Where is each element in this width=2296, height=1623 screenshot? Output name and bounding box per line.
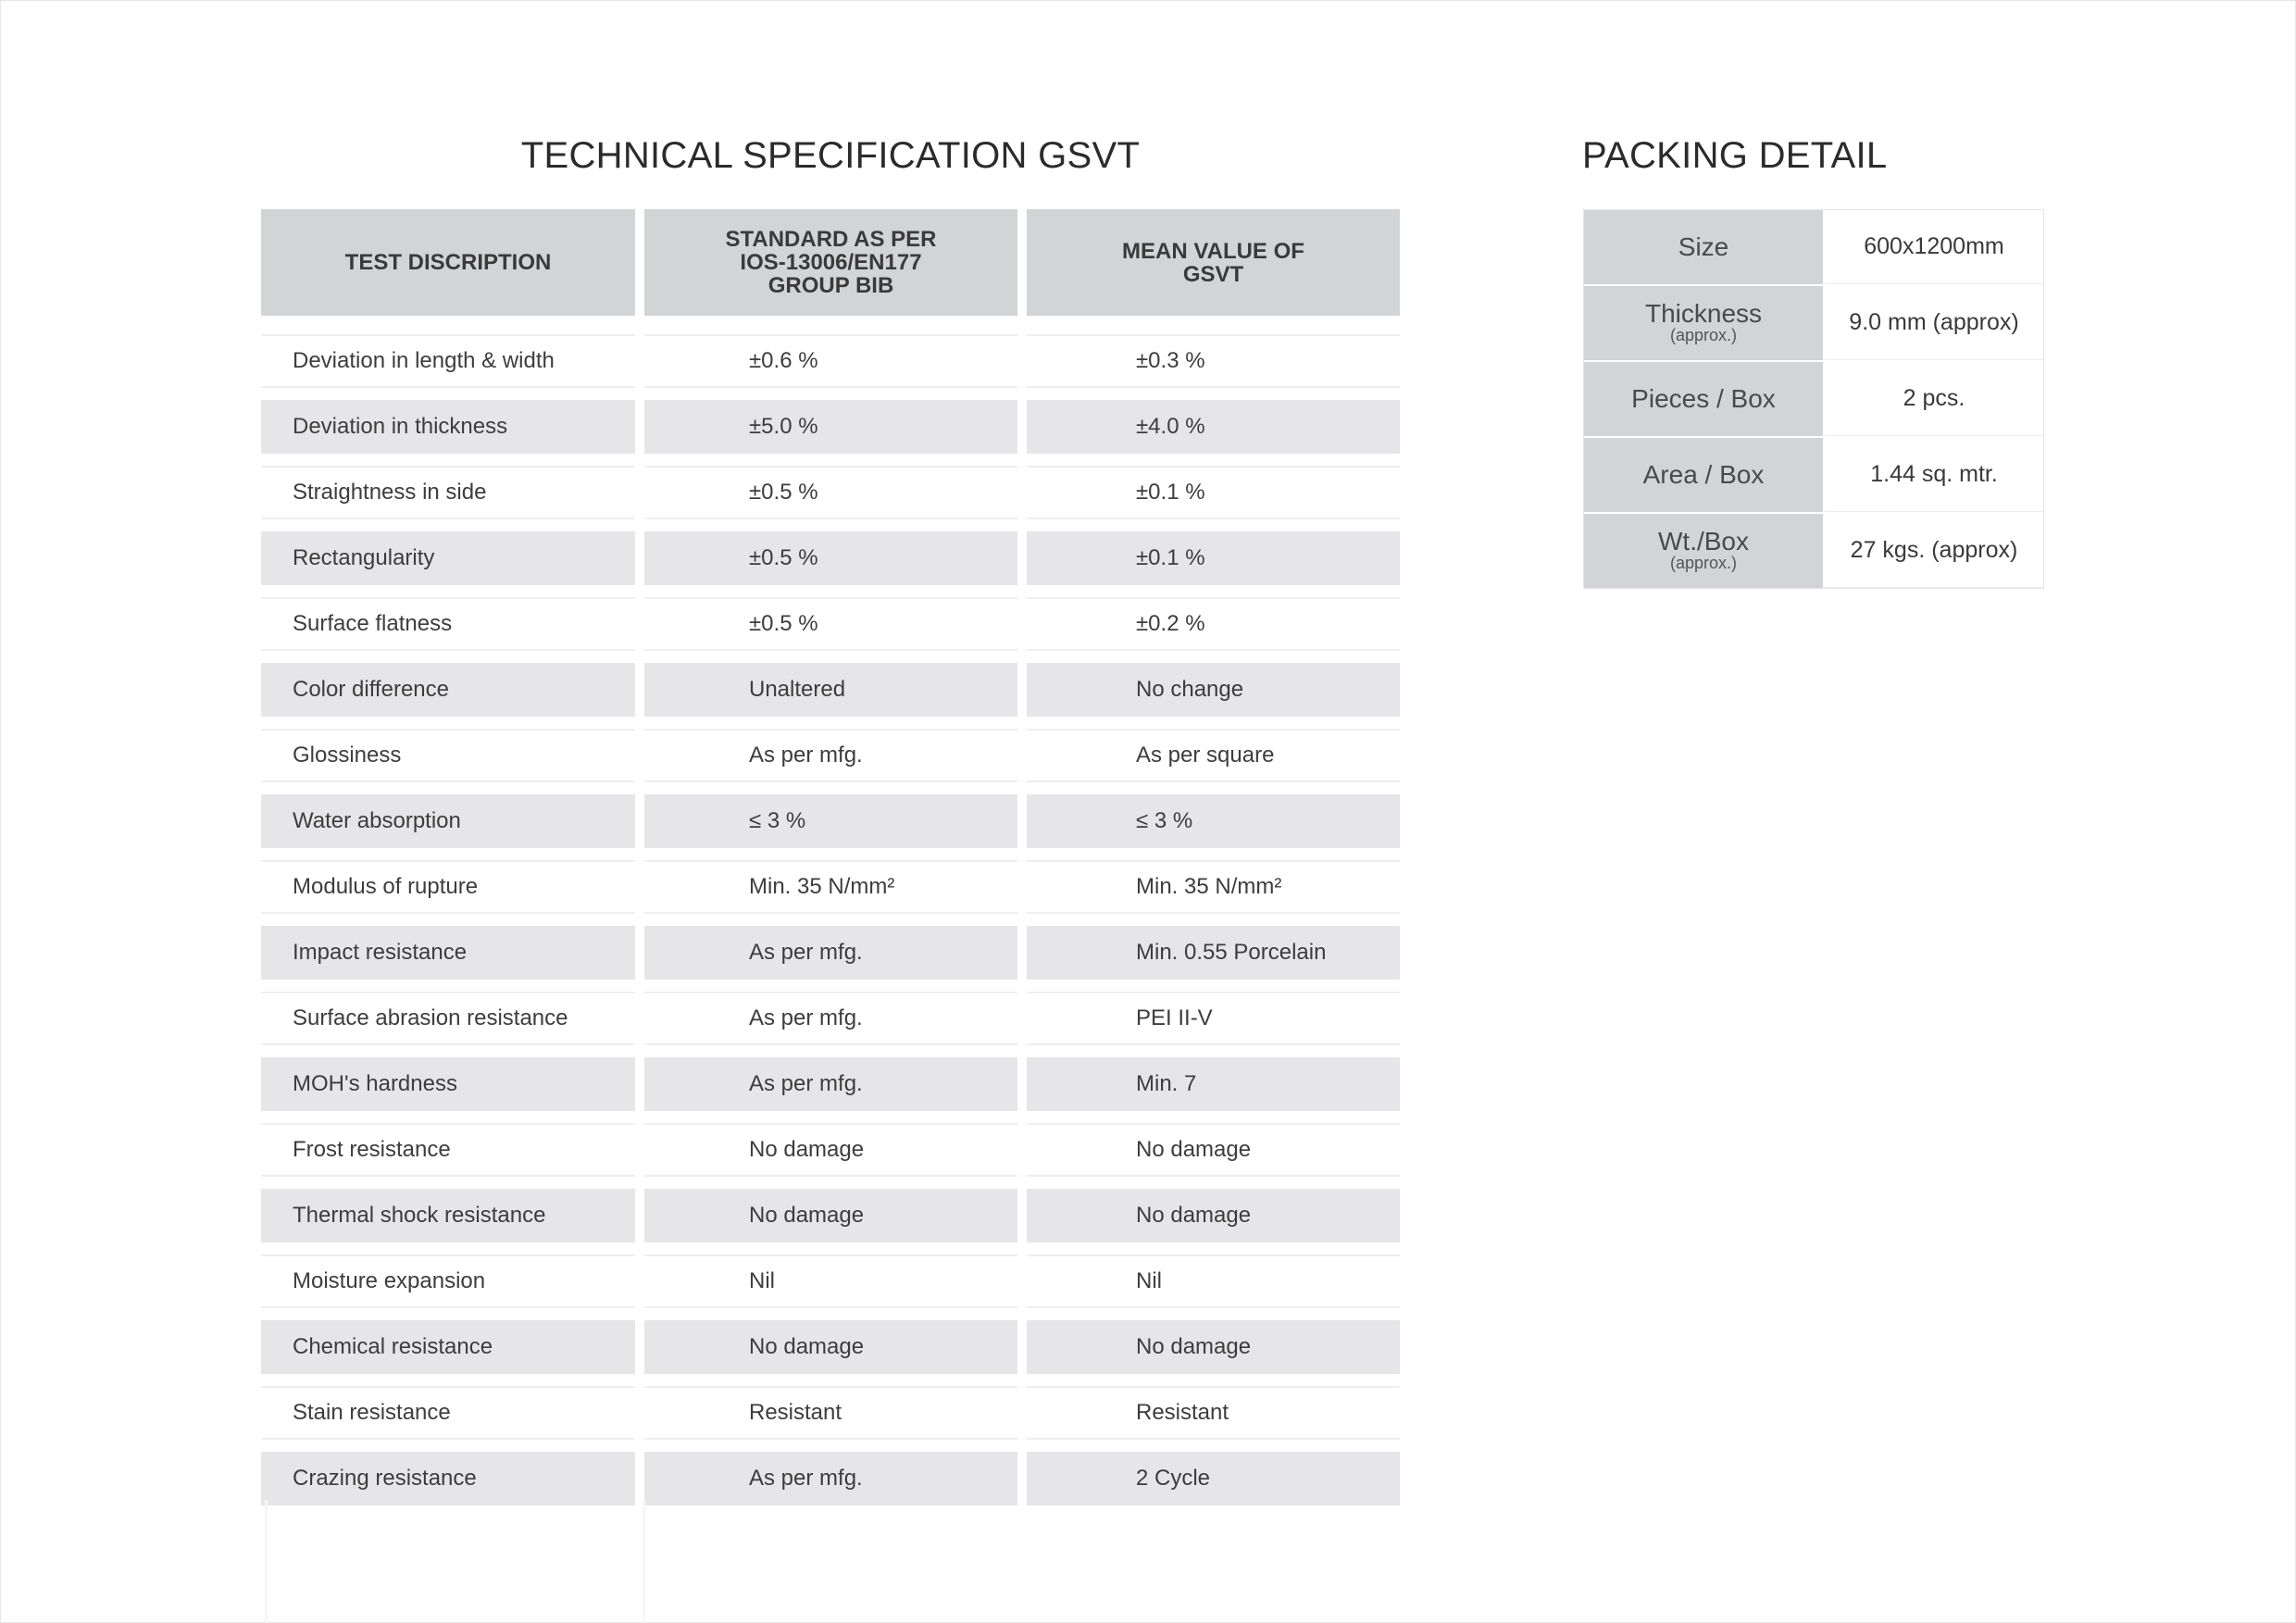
test-description-cell: Straightness in side: [261, 466, 635, 519]
table-row: [261, 782, 1400, 848]
packing-label-cell: [1584, 286, 1825, 360]
packing-label: Size: [1678, 232, 1729, 261]
packing-row: [1584, 284, 2043, 360]
table-row: [261, 322, 1400, 388]
mean-value-cell: 2 Cycle: [1027, 1452, 1400, 1505]
mean-value-cell: ±0.3 %: [1027, 334, 1400, 388]
packing-value: 9.0 mm (approx): [1825, 286, 2043, 360]
standard-value-cell: Resistant: [644, 1386, 1017, 1440]
table-row: [261, 388, 1400, 454]
mean-value-cell: No damage: [1027, 1320, 1400, 1374]
table-row: [261, 1111, 1400, 1177]
column-shadow: [265, 1500, 268, 1623]
packing-value: 27 kgs. (approx): [1825, 514, 2043, 588]
packing-label-note: (approx.): [1669, 326, 1738, 344]
packing-label-cell: [1584, 514, 1825, 588]
table-row: [261, 585, 1400, 651]
table-row: [261, 1177, 1400, 1242]
standard-value-cell: ±5.0 %: [644, 400, 1017, 454]
packing-label-note: (approx.): [1669, 554, 1738, 572]
standard-value-cell: ≤ 3 %: [644, 794, 1017, 848]
standard-value-cell: Min. 35 N/mm²: [644, 860, 1017, 914]
packing-value: 2 pcs.: [1825, 362, 2043, 436]
standard-value-cell: No damage: [644, 1123, 1017, 1177]
table-row: [261, 454, 1400, 519]
test-description-cell: Color difference: [261, 663, 635, 717]
spec-table: [261, 209, 1400, 1505]
test-description-cell: Chemical resistance: [261, 1320, 635, 1374]
table-row: [261, 1374, 1400, 1440]
standard-value-cell: ±0.5 %: [644, 597, 1017, 651]
spec-header-row: [261, 209, 1400, 316]
test-description-cell: Frost resistance: [261, 1123, 635, 1177]
mean-value-cell: ±4.0 %: [1027, 400, 1400, 454]
table-row: [261, 1308, 1400, 1374]
packing-value: 1.44 sq. mtr.: [1825, 438, 2043, 512]
test-description-cell: Rectangularity: [261, 531, 635, 585]
standard-value-cell: ±0.5 %: [644, 466, 1017, 519]
mean-value-cell: No damage: [1027, 1189, 1400, 1242]
standard-value-cell: ±0.6 %: [644, 334, 1017, 388]
standard-value-cell: As per mfg.: [644, 992, 1017, 1045]
packing-value: 600x1200mm: [1825, 210, 2043, 284]
mean-value-cell: Nil: [1027, 1255, 1400, 1308]
standard-value-cell: Nil: [644, 1255, 1017, 1308]
table-row: [261, 914, 1400, 980]
column-shadow: [643, 1500, 645, 1623]
standard-value-cell: ±0.5 %: [644, 531, 1017, 585]
spec-header-mean: MEAN VALUE OF GSVT: [1027, 209, 1400, 316]
test-description-cell: Stain resistance: [261, 1386, 635, 1440]
test-description-cell: Thermal shock resistance: [261, 1189, 635, 1242]
mean-value-cell: Min. 7: [1027, 1057, 1400, 1111]
table-row: [261, 980, 1400, 1045]
test-description-cell: Surface flatness: [261, 597, 635, 651]
table-row: [261, 1440, 1400, 1505]
test-description-cell: Surface abrasion resistance: [261, 992, 635, 1045]
test-description-cell: Impact resistance: [261, 926, 635, 980]
standard-value-cell: As per mfg.: [644, 1057, 1017, 1111]
packing-label-cell: [1584, 438, 1825, 512]
mean-value-cell: ±0.2 %: [1027, 597, 1400, 651]
packing-label: Area / Box: [1642, 460, 1765, 489]
test-description-cell: Glossiness: [261, 729, 635, 782]
packing-title: PACKING DETAIL: [1582, 135, 1888, 176]
spec-rows: [261, 322, 1400, 1505]
test-description-cell: Deviation in thickness: [261, 400, 635, 454]
table-row: [261, 1242, 1400, 1308]
table-row: [261, 848, 1400, 914]
mean-value-cell: Min. 35 N/mm²: [1027, 860, 1400, 914]
table-row: [261, 1045, 1400, 1111]
test-description-cell: Deviation in length & width: [261, 334, 635, 388]
table-row: [261, 717, 1400, 782]
mean-value-cell: No change: [1027, 663, 1400, 717]
table-row: [261, 519, 1400, 585]
standard-value-cell: As per mfg.: [644, 1452, 1017, 1505]
standard-value-cell: As per mfg.: [644, 729, 1017, 782]
test-description-cell: MOH's hardness: [261, 1057, 635, 1111]
packing-label: Wt./Box: [1657, 527, 1749, 556]
standard-value-cell: No damage: [644, 1320, 1017, 1374]
mean-value-cell: ±0.1 %: [1027, 531, 1400, 585]
mean-value-cell: Resistant: [1027, 1386, 1400, 1440]
test-description-cell: Moisture expansion: [261, 1255, 635, 1308]
mean-value-cell: As per square: [1027, 729, 1400, 782]
spec-title: TECHNICAL SPECIFICATION GSVT: [520, 135, 1141, 176]
packing-label-cell: [1584, 362, 1825, 436]
table-row: [261, 651, 1400, 717]
packing-table: [1583, 209, 2044, 589]
mean-value-cell: ±0.1 %: [1027, 466, 1400, 519]
mean-value-cell: PEI II-V: [1027, 992, 1400, 1045]
spec-header-standard: STANDARD AS PER IOS-13006/EN177 GROUP BIB: [644, 209, 1017, 316]
test-description-cell: Water absorption: [261, 794, 635, 848]
test-description-cell: Crazing resistance: [261, 1452, 635, 1505]
standard-value-cell: No damage: [644, 1189, 1017, 1242]
mean-value-cell: No damage: [1027, 1123, 1400, 1177]
packing-row: [1584, 512, 2043, 588]
test-description-cell: Modulus of rupture: [261, 860, 635, 914]
packing-row: [1584, 210, 2043, 284]
standard-value-cell: Unaltered: [644, 663, 1017, 717]
mean-value-cell: ≤ 3 %: [1027, 794, 1400, 848]
packing-label: Thickness: [1644, 299, 1763, 328]
mean-value-cell: Min. 0.55 Porcelain: [1027, 926, 1400, 980]
packing-label-cell: [1584, 210, 1825, 284]
packing-label: Pieces / Box: [1631, 384, 1776, 413]
packing-row: [1584, 360, 2043, 436]
packing-row: [1584, 436, 2043, 512]
standard-value-cell: As per mfg.: [644, 926, 1017, 980]
spec-header-test: TEST DISCRIPTION: [261, 209, 635, 316]
